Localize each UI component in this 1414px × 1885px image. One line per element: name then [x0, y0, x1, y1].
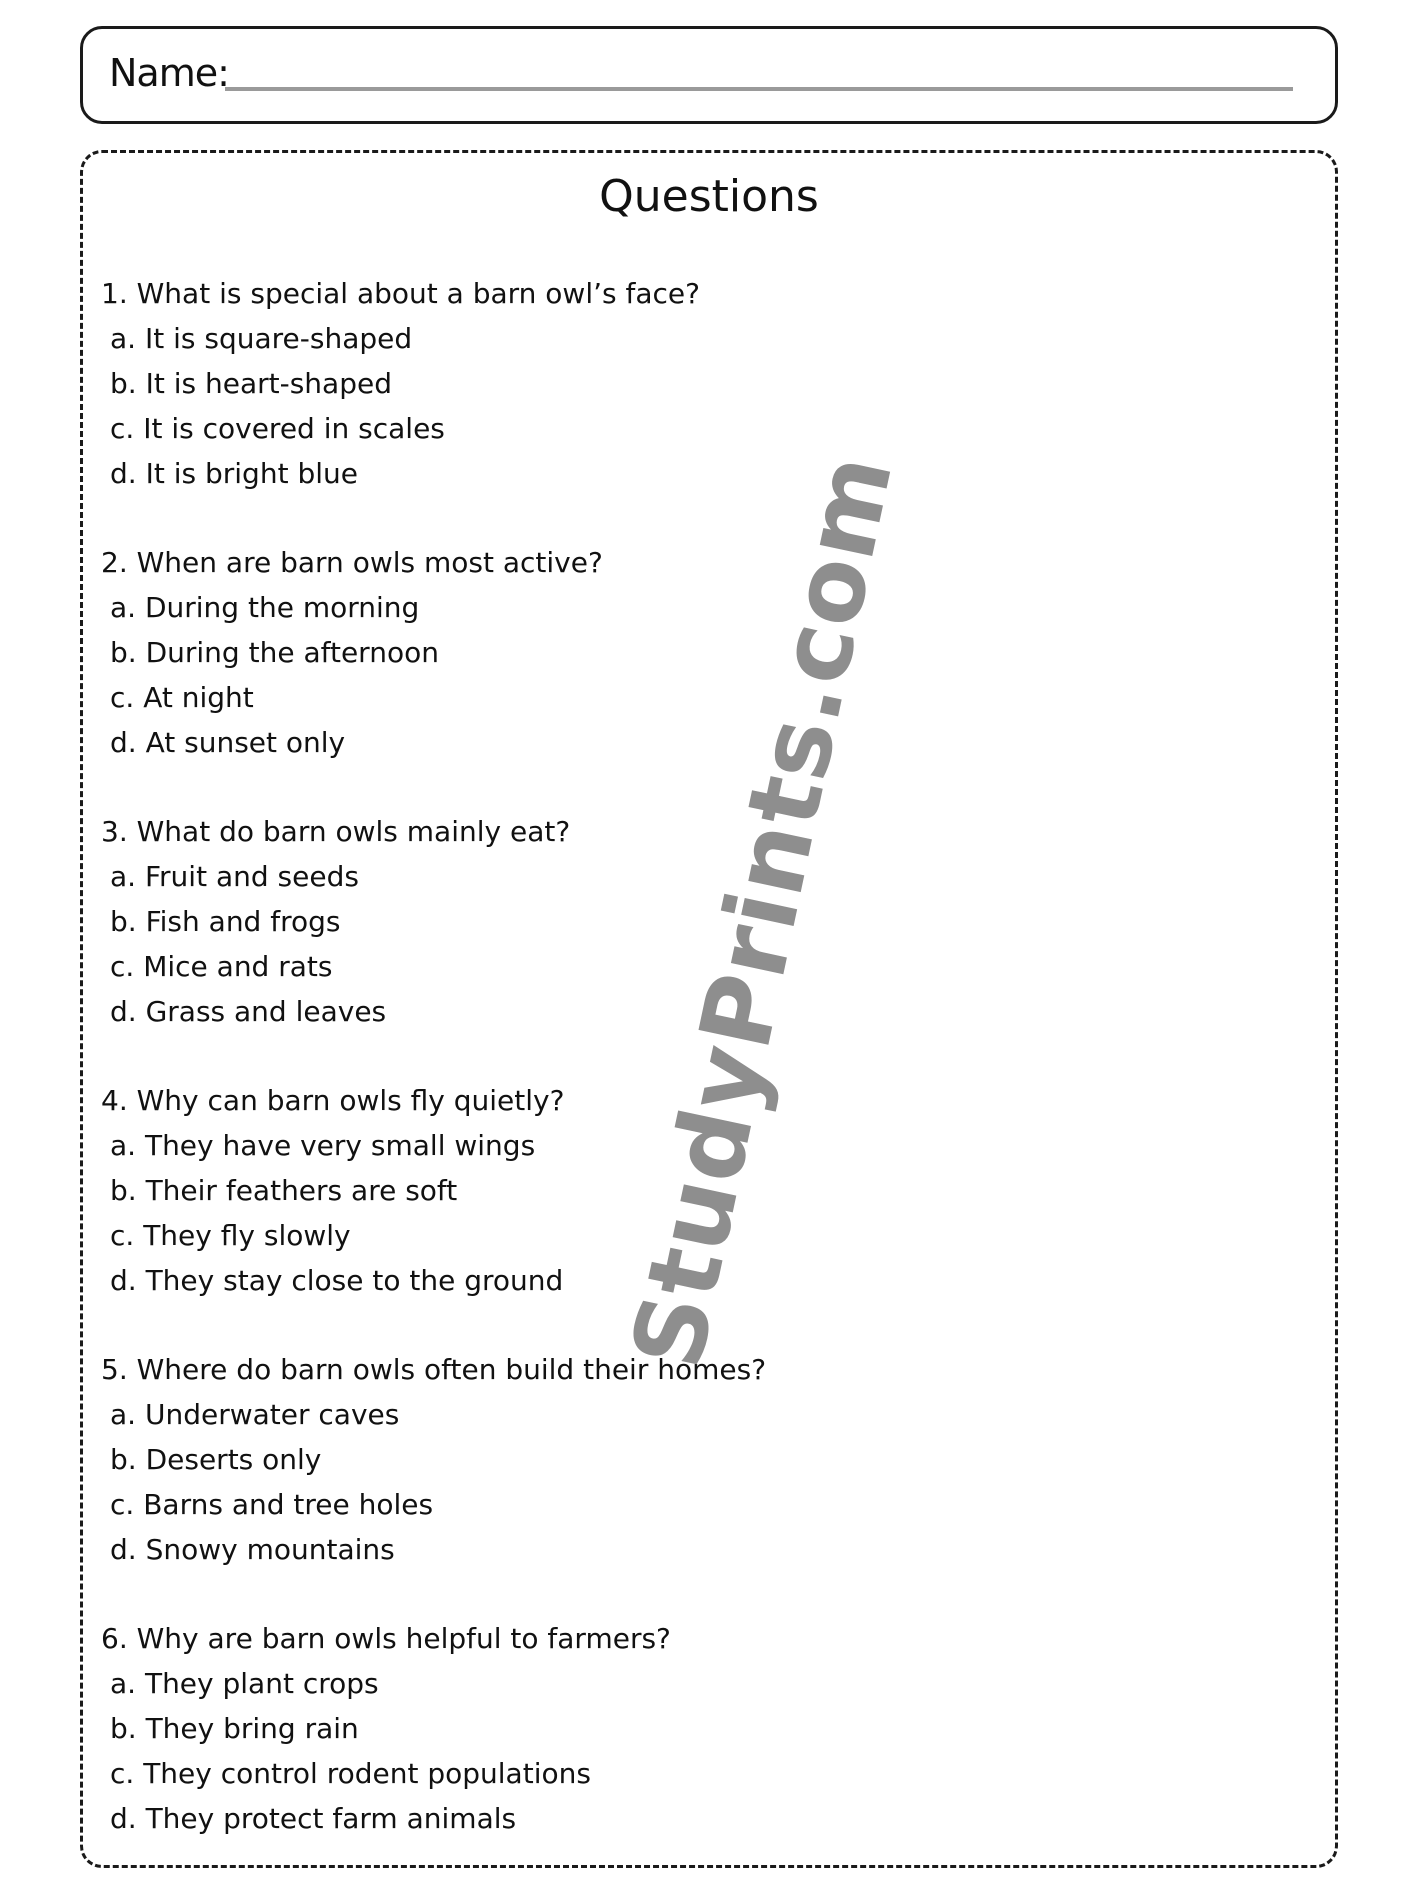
name-label: Name: — [109, 51, 229, 95]
question-1 — [101, 271, 766, 540]
answer-option-a: a. During the morning — [110, 591, 420, 624]
question-2 — [101, 540, 766, 809]
answer-option-a: a. They plant crops — [110, 1667, 379, 1700]
answer-option-b: b. During the afternoon — [110, 636, 439, 669]
answer-option-b: b. They bring rain — [110, 1712, 359, 1745]
question-text: 2. When are barn owls most active? — [101, 546, 603, 579]
answer-option-d: d. They stay close to the ground — [110, 1264, 564, 1297]
answer-option-b: b. It is heart-shaped — [110, 367, 392, 400]
answer-option-a: a. It is square-shaped — [110, 322, 413, 355]
answer-option-a: a. Fruit and seeds — [110, 860, 359, 893]
answer-option-a: a. Underwater caves — [110, 1398, 400, 1431]
question-6 — [101, 1616, 766, 1885]
question-3 — [101, 809, 766, 1078]
answer-option-c: c. They fly slowly — [110, 1219, 351, 1252]
answer-option-a: a. They have very small wings — [110, 1129, 536, 1162]
questions-title: Questions — [599, 171, 819, 222]
answer-option-c: c. Mice and rats — [110, 950, 333, 983]
question-4 — [101, 1078, 766, 1347]
question-text: 5. Where do barn owls often build their homes? — [101, 1353, 767, 1386]
answer-option-c: c. It is covered in scales — [110, 412, 445, 445]
answer-option-b: b. Fish and frogs — [110, 905, 341, 938]
answer-option-d: d. Grass and leaves — [110, 995, 387, 1028]
question-text: 3. What do barn owls mainly eat? — [101, 815, 571, 848]
watermark: StudyPrints.com — [610, 444, 916, 1378]
answer-option-c: c. They control rodent populations — [110, 1757, 591, 1790]
answer-option-d: d. They protect farm animals — [110, 1802, 517, 1835]
answer-option-c: c. Barns and tree holes — [110, 1488, 434, 1521]
answer-option-c: c. At night — [110, 681, 254, 714]
question-list — [101, 271, 766, 1885]
question-5 — [101, 1347, 766, 1616]
question-text: 6. Why are barn owls helpful to farmers? — [101, 1622, 671, 1655]
name-box — [80, 26, 1338, 124]
questions-box — [80, 150, 1338, 1868]
answer-option-b: b. Their feathers are soft — [110, 1174, 458, 1207]
answer-option-b: b. Deserts only — [110, 1443, 322, 1476]
question-text: 4. Why can barn owls fly quietly? — [101, 1084, 565, 1117]
name-write-line[interactable] — [225, 87, 1293, 91]
answer-option-d: d. It is bright blue — [110, 457, 358, 490]
question-text: 1. What is special about a barn owl’s face? — [101, 277, 700, 310]
answer-option-d: d. At sunset only — [110, 726, 346, 759]
answer-option-d: d. Snowy mountains — [110, 1533, 395, 1566]
